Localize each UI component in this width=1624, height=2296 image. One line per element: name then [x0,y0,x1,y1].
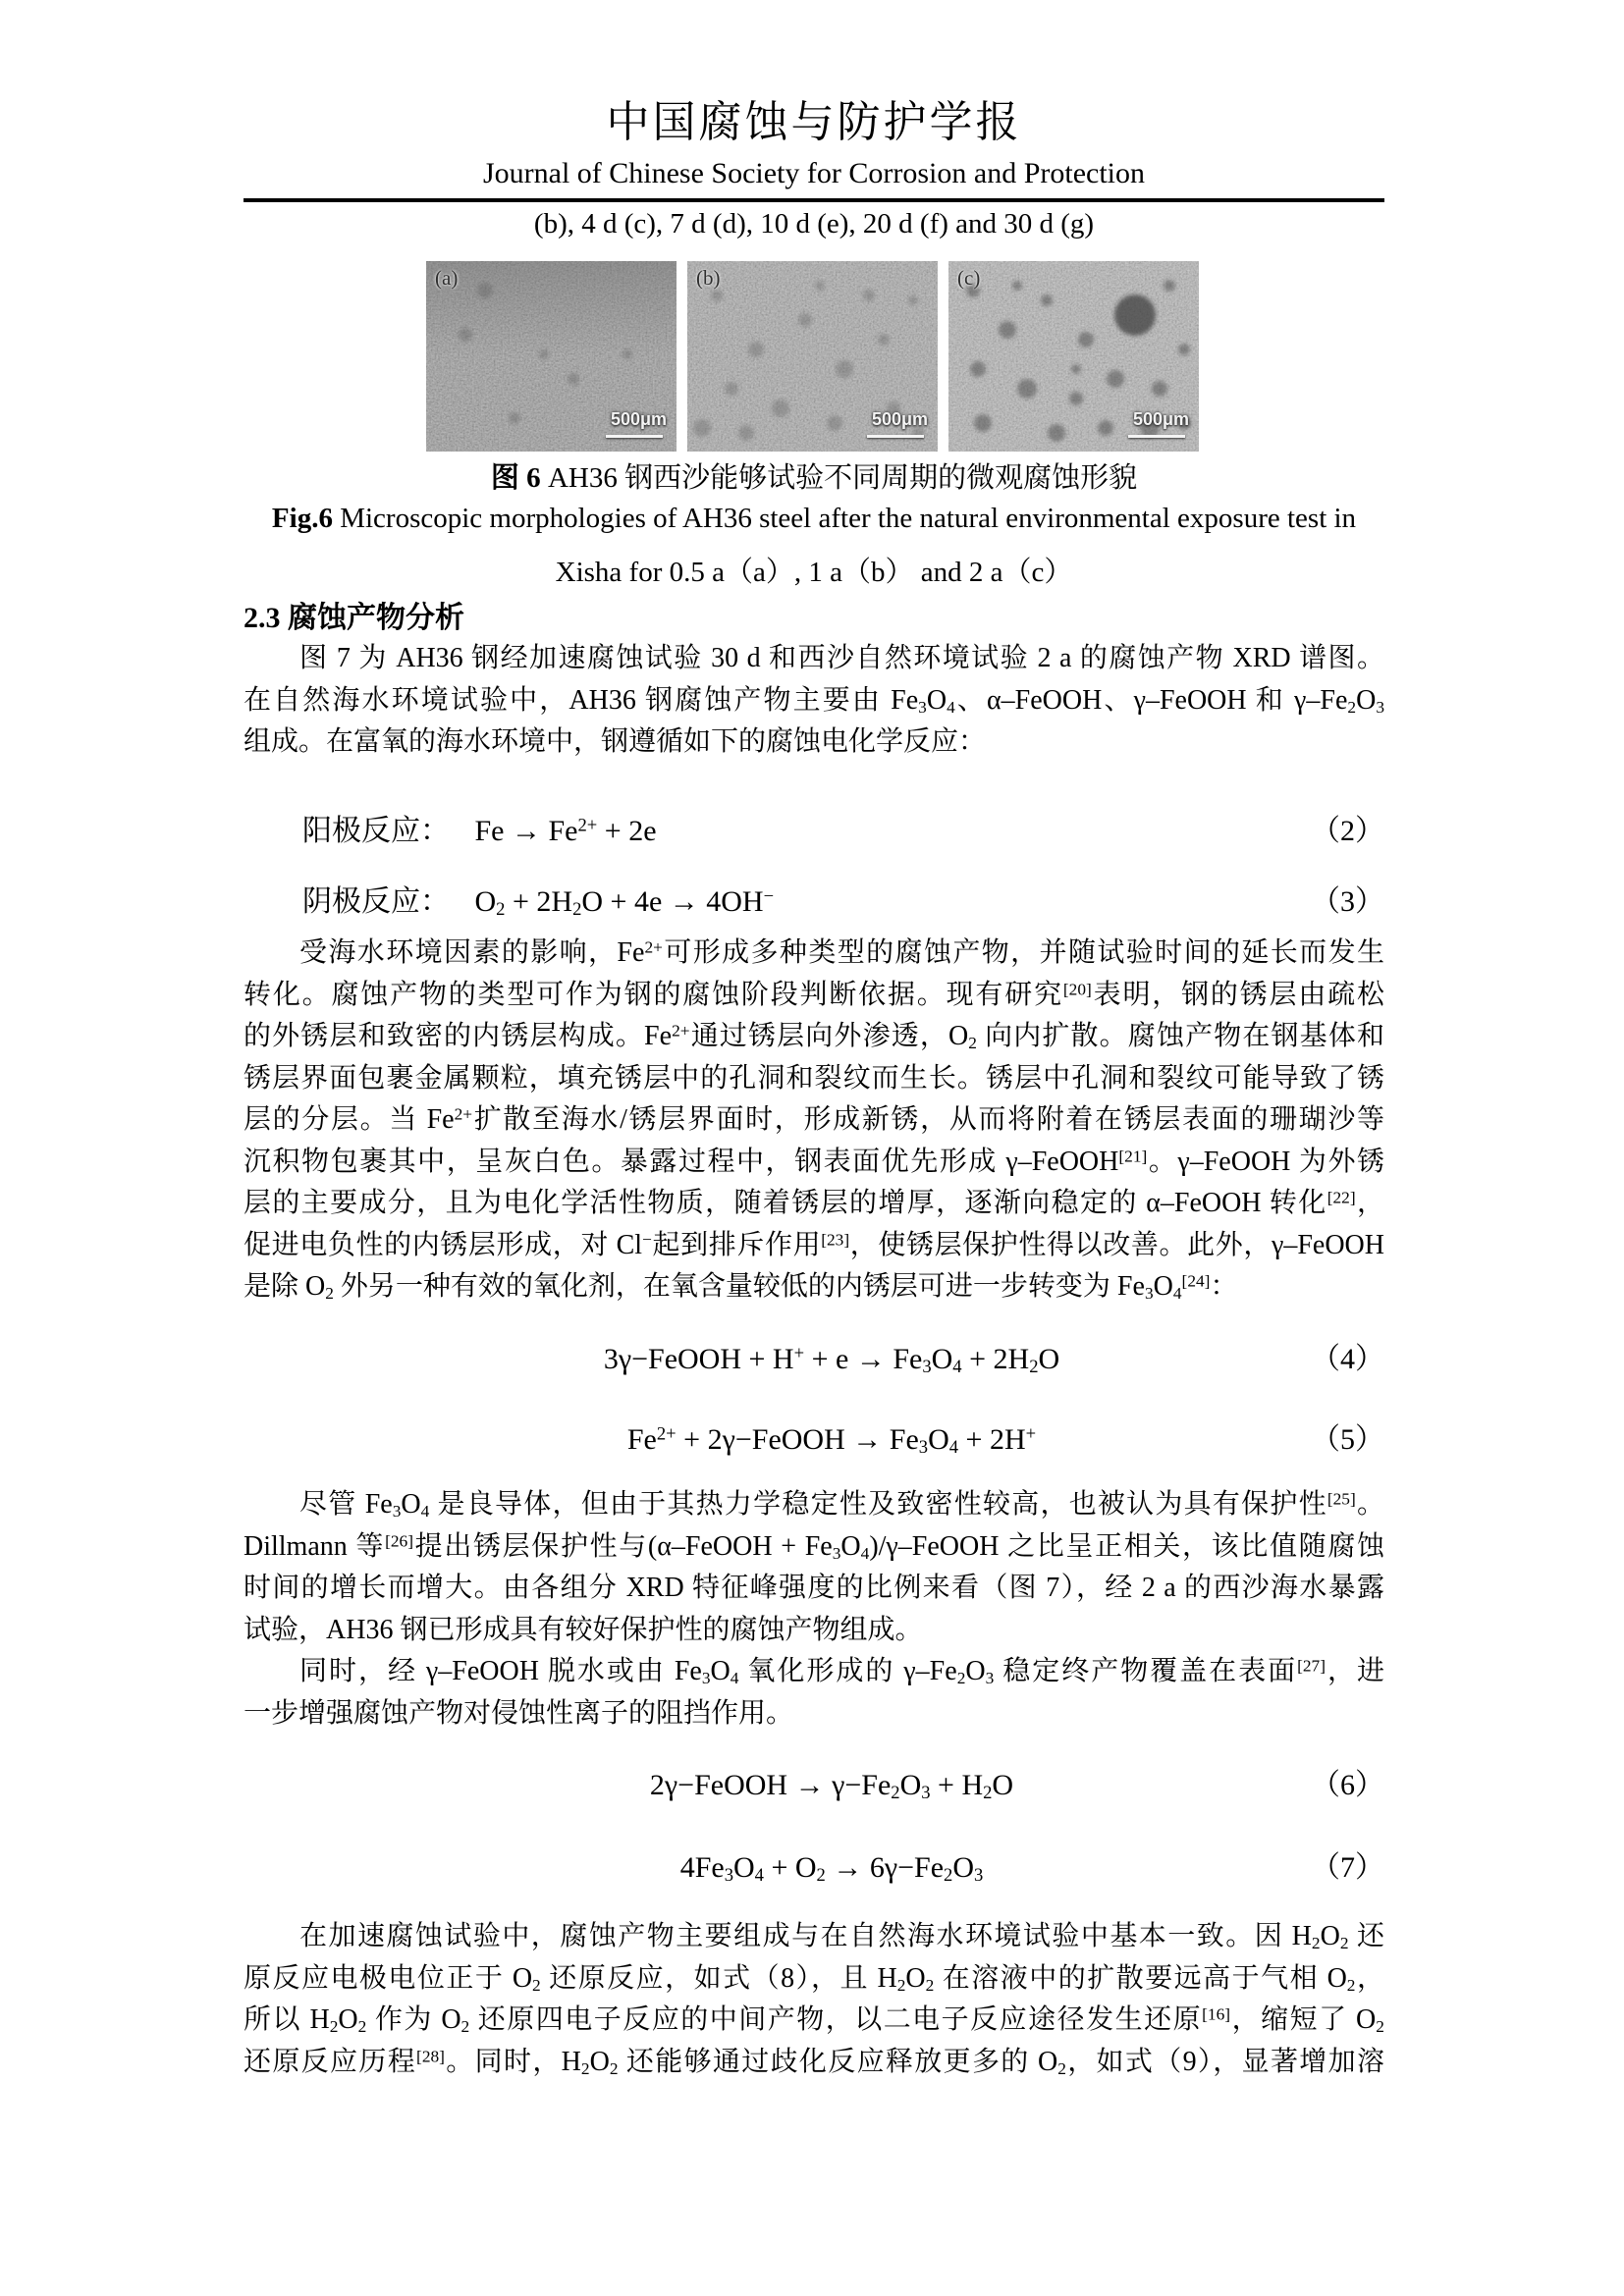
equation-6-formula: 2γ−FeOOH → $\gamma-Fe_2O_3 + H_2O$ [649,1769,1014,1804]
text-line: 一步增强腐蚀产物对侵蚀性离子的阻挡作用。 [244,1697,794,1729]
micrograph-c-scale-bar [1128,435,1185,438]
text-line: 的外锈层和致密的内锈层构成。$Fe^{2+}$通过锈层向外渗透，$O_2$ 向内扩散。腐蚀产物在钢基体和 [244,1021,1384,1052]
equation-4-number: （4） [1311,1343,1384,1375]
equation-2-formula: $Fe \to Fe^{2+} + 2e$ [474,815,657,847]
text-line: 受海水环境因素的影响，$Fe^{2+}$可形成多种类型的腐蚀产物，并随试验时间的延长而发生 [299,937,1384,968]
equation-5-formula: $Fe^{2+}$ + 2γ−FeOOH → $Fe_3O_4 + 2H^+$ [626,1423,1037,1459]
paragraph-2 [244,933,1384,1308]
equation-4-row [244,1337,1384,1382]
text-line: 在加速腐蚀试验中，腐蚀产物主要组成与在自然海水环境试验中基本一致。因 $H_2O_2$ 还 [299,1921,1384,1952]
text-line: 同时，经 γ–FeOOH 脱水或由 $Fe_3O_4$ 氧化形成的 $\gamma-Fe_2O_3$ 稳定终产物覆盖在表面[27]，进 [299,1656,1384,1687]
equation-7-row [244,1845,1384,1891]
equation-5-number: （5） [1311,1423,1384,1456]
text-line: 促进电负性的内锈层形成，对 Cl−起到排斥作用[23]，使锈层保护性得以改善。此外，γ–FeOOH [244,1229,1384,1260]
figure6-caption-en-line2: Xisha for 0.5 a（a）, 1 a（b） and 2 a（c） [555,557,1073,588]
content-column [244,0,1384,2296]
micrograph-c-scale-label: 500μm [1132,409,1189,429]
equation-2-number: （2） [1311,815,1384,847]
figure6-caption-zh [244,455,1384,496]
equation-3-formula: $O_2 + 2H_2O + 4e \to 4OH^-$ [474,885,775,921]
journal-title-zh: 中国腐蚀与防护学报 [606,98,1022,146]
micrograph-b-label: (b) [696,266,721,290]
paragraph-5 [244,1916,1384,2083]
text-line: 在自然海水环境试验中，AH36 钢腐蚀产物主要由 $Fe_3O_4$、α–FeOOH、γ–FeOOH 和 $\gamma-Fe_2O_3$ [244,684,1384,717]
equation-7-number: （7） [1311,1851,1384,1884]
equation-6-row [244,1763,1384,1808]
text-line: 沉积物包裹其中，呈灰白色。暴露过程中，钢表面优先形成 γ–FeOOH[21]。γ–FeOOH 为外锈 [244,1146,1384,1177]
text-line: 组成。在富氧的海水环境中，钢遵循如下的腐蚀电化学反应： [244,726,987,757]
micrograph-b [687,261,938,452]
text-line: 转化。腐蚀产物的类型可作为钢的腐蚀阶段判断依据。现有研究[20]表明，钢的锈层由疏松 [244,979,1384,1010]
text-line: 图 7 为 AH36 钢经加速腐蚀试验 30 d 和西沙自然环境试验 2 a 的腐蚀产物 XRD 谱图。 [299,643,1384,673]
equation-3-prefix: 阴极反应： [302,885,450,918]
paragraph-4 [244,1651,1384,1735]
text-line: 原反应电极电位正于 $O_2$ 还原反应，如式（8），且 $H_2O_2$ 在溶液中的扩散要远高于气相 $O_2$， [244,1962,1384,1995]
equation-7-formula: $4Fe_3O_4 + O_2 \to 6\gamma-Fe_2O_3$ [679,1851,984,1887]
text-line: 锈层界面包裹金属颗粒，填充锈层中的孔洞和裂纹而生长。锈层中孔洞和裂纹可能导致了锈 [244,1062,1384,1094]
equation-3-number: （3） [1311,885,1384,918]
equation-5-row [244,1417,1384,1463]
section-heading: 2.3 腐蚀产物分析 [244,602,464,634]
text-line: 是除 $O_2$ 外另一种有效的氧化剂，在氧含量较低的内锈层可进一步转变为 $Fe_3O_4[24]$： [244,1271,1238,1303]
equation-6-number: （6） [1311,1769,1384,1801]
equation-3-row [244,880,1384,925]
micrograph-a-scale-bar [606,435,663,438]
header-rule [244,198,1384,202]
text-line: 试验，AH36 钢已形成具有较好保护性的腐蚀产物组成。 [244,1614,923,1645]
equation-2-row [244,809,1384,854]
journal-title-en: Journal of Chinese Society for Corrosion and Protection [482,157,1146,189]
figure6-caption-zh-label: 图 6 [490,462,541,494]
text-line: 尽管 $Fe_3O_4$ 是良导体，但由于其热力学稳定性及致密性较高，也被认为具有保护性[25]。 [299,1489,1384,1521]
micrograph-c [948,261,1199,452]
text-line: 层的分层。当 $Fe^{2+}$扩散至海水/锈层界面时，形成新锈，从而将附着在锈层表面的珊瑚沙等 [244,1104,1384,1135]
equation-2-prefix: 阳极反应： [302,815,450,847]
paragraph-3 [244,1484,1384,1651]
text-line: 所以 $H_2O_2$ 作为 $O_2$ 还原四电子反应的中间产物，以二电子反应途径发生还原[16]，缩短了 $O_2$ [244,2004,1384,2036]
micrograph-b-scale-bar [867,435,924,438]
figure6-continued-caption: (b), 4 d (c), 7 d (d), 10 d (e), 20 d (f) and 30 d (g) [533,208,1095,240]
text-line: 时间的增长而增大。由各组分 XRD 特征峰强度的比例来看（图 7），经 2 a 的西沙海水暴露 [244,1573,1384,1603]
text-line: 层的主要成分，且为电化学活性物质，随着锈层的增厚，逐渐向稳定的 α–FeOOH 转化[22]， [244,1188,1384,1218]
figure6-caption-en-label: Fig.6 [271,503,333,534]
paragraph-1 [244,638,1384,764]
figure6-caption-en-text: Microscopic morphologies of AH36 steel after the natural environmental exposure test in [340,503,1357,534]
micrograph-b-scale-label: 500μm [871,409,928,429]
figure6-caption-zh-text: AH36 钢西沙能够试验不同周期的微观腐蚀形貌 [547,462,1138,494]
text-line: Dillmann 等[26]提出锈层保护性与(α–FeOOH + $Fe_3O_4)/\gamma$–FeOOH 之比呈正相关，该比值随腐蚀 [244,1530,1384,1563]
micrograph-a [426,261,677,452]
equation-4-formula: 3γ−FeOOH + $H^+ + e \to Fe_3O_4 + 2H_2O$ [603,1343,1060,1378]
figure6-image-row [426,261,1202,452]
figure6-caption-en-line1 [244,503,1384,535]
micrograph-a-label: (a) [435,266,459,290]
micrograph-c-label: (c) [957,266,981,290]
micrograph-a-scale-label: 500μm [610,409,667,429]
text-line: 还原反应历程[28]。同时，$H_2O_2$ 还能够通过歧化反应释放更多的 $O_2$，如式（9），显著增加溶 [244,2046,1384,2078]
